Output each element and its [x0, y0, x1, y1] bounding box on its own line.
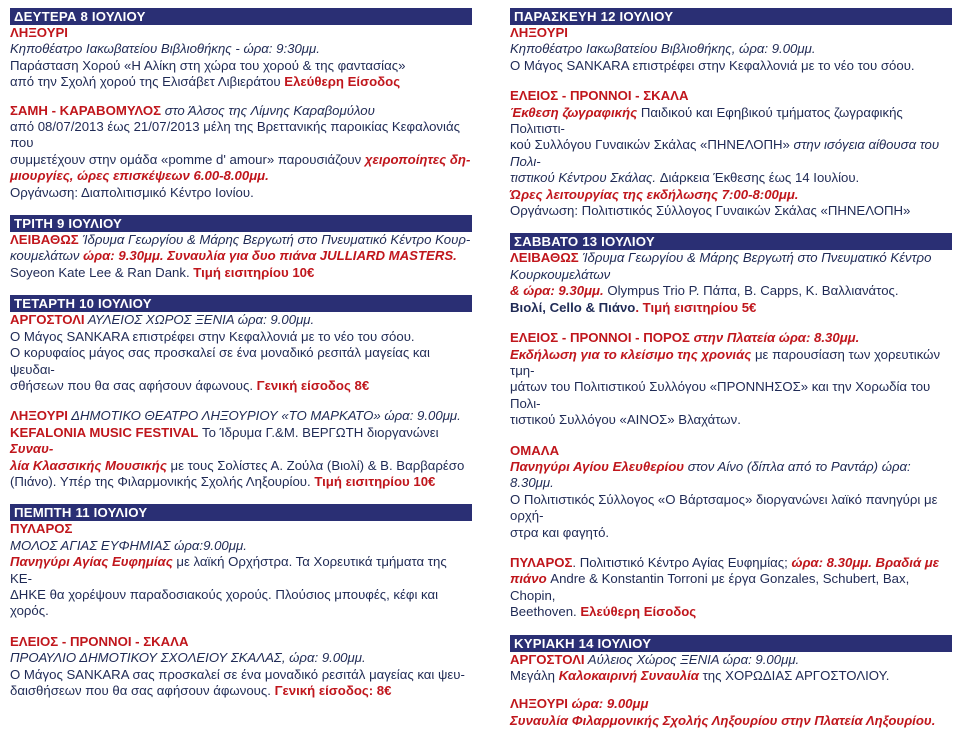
- event-highlight: Πανηγύρι Αγίου Ελευθερίου: [510, 458, 685, 474]
- event-sami: [10, 103, 472, 201]
- event-text: Παιδικού και Εφηβικού τμήματος ζωγραφικής Πολιτιστι-: [510, 104, 903, 137]
- event-text: σθήσεων που θα σας αφήσουν άφωνους.: [10, 377, 257, 393]
- day-header: ΣΑΒΒΑΤΟ 13 ΙΟΥΛΙΟΥ: [510, 233, 952, 250]
- event-venue: Ίδρυμα Γεωργίου & Μάρης Βεργωτή στο Πνευματικό Κέντρο Κουρκουμελάτων: [510, 250, 932, 282]
- event-thu-11: [10, 504, 472, 619]
- event-place: ΛΕΙΒΑΘΩΣ: [510, 250, 579, 266]
- event-organizer: Οργάνωση: Διαπολιτισμικό Κέντρο Ιονίου.: [10, 184, 254, 200]
- event-text: Ο κορυφαίος μάγος σας προσκαλεί σε ένα μοναδικό ρεσιτάλ μαγείας και ψευδαι-: [10, 345, 430, 377]
- event-highlight: KEFALONIA MUSIC FESTIVAL: [10, 424, 199, 440]
- event-text: Ο Πολιτιστικός Σύλλογος «Ο Βάρτσαμος» διοργανώνει λαϊκό πανηγύρι με ορχή-: [510, 491, 938, 524]
- event-text: (Πιάνο). Υπέρ της Φιλαρμονικής Σχολής Ληξουρίου.: [10, 473, 315, 489]
- event-sat-13: [510, 233, 952, 316]
- event-highlight: Εκδήλωση για το κλείσιμο της χρονιάς: [510, 346, 752, 362]
- event-place: ΛΗΞΟΥΡΙ: [10, 408, 68, 424]
- event-text: μάτων του Πολιτιστικού Συλλόγου «ΠΡΟΝΝΗΣΟΣ» και την Χορωδία του Πολι-: [510, 379, 931, 411]
- event-text: Ο Μάγος SANKARA επιστρέφει στην Κεφαλλονιά με το νέο του σόου.: [510, 57, 915, 73]
- event-text: ΔΗΚΕ θα χορέψουν παραδοσιακούς χορούς. Πλούσιος μπουφές, κέφι και χορός.: [10, 586, 439, 619]
- event-lixouri-festival: [10, 408, 472, 490]
- event-venue: στην Πλατεία ώρα: 8.30μμ.: [689, 330, 860, 346]
- event-venue: στο Άλσος της Λίμνης Καραβομύλου: [161, 102, 375, 118]
- event-place: ΕΛΕΙΟΣ - ΠΡΟΝΝΟΙ - ΠΟΡΟΣ: [510, 330, 690, 346]
- event-text: Beethoven.: [510, 604, 581, 620]
- event-text: Ο Μάγος SANKARA επιστρέφει στην Κεφαλλονιά με το νέο του σόου.: [10, 328, 415, 344]
- event-text: με λαϊκή Ορχήστρα. Τα Χορευτικά τμήματα της ΚΕ-: [10, 554, 447, 586]
- event-time: & ώρα: 9.30μμ.: [510, 283, 604, 299]
- event-venue: Κηποθέατρο Ιακωβατείου Βιβλιοθήκης - ώρα: 9:30μμ.: [10, 41, 320, 57]
- event-highlight: Συναυ-: [10, 441, 54, 457]
- event-text: Παράσταση Χορού «Η Αλίκη στη χώρα του χορού & της φαντασίας»: [10, 57, 406, 73]
- event-price: Γενική είσοδος: 8€: [274, 683, 392, 698]
- event-place: ΠΥΛΑΡΟΣ: [10, 521, 73, 537]
- event-highlight: Έκθεση ζωγραφικής: [510, 104, 638, 120]
- event-price: Τιμή εισιτηρίου 10€: [314, 473, 436, 489]
- event-price: Τιμή εισιτηρίου 10€: [193, 264, 315, 280]
- event-time: ώρα: 9.00μμ: [567, 696, 649, 712]
- day-header: ΠΕΜΠΤΗ 11 ΙΟΥΛΙΟΥ: [10, 504, 472, 521]
- event-organizer: Οργάνωση: Πολιτιστικός Σύλλογος Γυναικών Σκάλας «ΠΗΝΕΛΟΠΗ»: [510, 203, 911, 219]
- event-venue: ΜΟΛΟΣ ΑΓΙΑΣ ΕΥΦΗΜΙΑΣ ώρα:9.00μμ.: [10, 537, 247, 553]
- event-highlight: χειροποίητες δη-: [364, 151, 471, 167]
- event-place: ΑΡΓΟΣΤΟΛΙ: [510, 651, 585, 667]
- event-highlight: λία Κλασσικής Μουσικής: [10, 457, 167, 473]
- event-fri-12: [510, 8, 952, 74]
- event-price: Γενική είσοδος 8€: [256, 377, 370, 393]
- event-entry: Ελεύθερη Είσοδος: [580, 604, 697, 620]
- event-venue: ΠΡΟΑΥΛΙΟ ΔΗΜΟΤΙΚΟΥ ΣΧΟΛΕΙΟΥ ΣΚΑΛΑΣ, ώρα: 9.00μμ.: [10, 650, 366, 666]
- event-venue: τιστικού Κέντρου Σκάλας.: [510, 170, 660, 186]
- event-highlight: ώρα: 9.30μμ. Συναυλία για δυο πιάνα JULLIARD MASTERS.: [83, 248, 457, 264]
- event-pylaros: [510, 555, 952, 621]
- event-lixouri-band: [510, 696, 952, 729]
- event-poros: [510, 330, 952, 428]
- event-highlight: Καλοκαιρινή Συναυλία: [558, 668, 699, 683]
- event-venue: Αύλειος Χώρος ΞΕΝΙΑ ώρα: 9.00μμ.: [584, 651, 800, 667]
- event-highlight: ώρα: 8.30μμ. Βραδιά με: [791, 554, 940, 570]
- event-omala: [510, 443, 952, 541]
- event-hours: Ώρες λειτουργίας της εκδήλωσης 7:00-8:00μμ.: [510, 186, 799, 202]
- event-wed-10: [10, 295, 472, 394]
- event-text: Το Ίδρυμα Γ.&Μ. ΒΕΡΓΩΤΗ διοργανώνει: [198, 424, 439, 440]
- day-header: ΠΑΡΑΣΚΕΥΗ 12 ΙΟΥΛΙΟΥ: [510, 8, 952, 25]
- event-text: Διάρκεια Έκθεσης έως 14 Ιουλίου.: [659, 170, 860, 186]
- event-place: ΟΜΑΛΑ: [510, 442, 560, 458]
- right-column: [510, 8, 952, 743]
- event-text: Andre & Konstantin Torroni με έργα Gonzales, Schubert, Bax, Chopin,: [510, 571, 910, 603]
- event-text: με τους Σολίστες Α. Ζούλα (Βιολί) & Β. Βαρβαρέσο: [166, 457, 465, 473]
- event-text: της ΧΟΡΩΔΙΑΣ ΑΡΓΟΣΤΟΛΙΟΥ.: [698, 668, 890, 683]
- day-header: ΤΡΙΤΗ 9 ΙΟΥΛΙΟΥ: [10, 215, 472, 232]
- event-skala: [10, 634, 472, 700]
- day-header: ΔΕΥΤΕΡΑ 8 ΙΟΥΛΙΟΥ: [10, 8, 472, 25]
- event-instruments: Βιολί, Cello & Πιάνο: [510, 299, 636, 315]
- event-text: στρα και φαγητό.: [510, 524, 610, 540]
- event-highlight: Συναυλία Φιλαρμονικής Σχολής Ληξουρίου στην Πλατεία Ληξουρίου.: [510, 712, 936, 728]
- event-venue: . Πολιτιστικό Κέντρο Αγίας Ευφημίας;: [572, 554, 792, 570]
- event-text: Ο Μάγος SANKARA σας προσκαλεί σε ένα μοναδικό ρεσιτάλ μαγείας και ψευ-: [10, 666, 465, 682]
- event-exhibition: [510, 88, 952, 219]
- event-place: ΠΥΛΑΡΟΣ: [510, 554, 573, 570]
- event-text: από 08/07/2013 έως 21/07/2013 μέλη της Βρεττανικής παροικίας Κεφαλονιάς που: [10, 119, 460, 151]
- event-place: ΛΕΙΒΑΘΩΣ: [10, 232, 79, 248]
- event-text: Μεγάλη: [510, 668, 559, 683]
- event-venue: κουμελάτων: [10, 248, 84, 264]
- left-column: [10, 8, 472, 713]
- event-tue-9: [10, 215, 472, 281]
- event-highlight: μιουργίες, ώρες επισκέψεων 6.00-8.00μμ.: [10, 168, 269, 184]
- event-price: . Τιμή εισιτηρίου 5€: [635, 299, 757, 315]
- event-mon-8: [10, 8, 472, 91]
- event-entry: Ελεύθερη Είσοδος: [284, 74, 401, 90]
- event-venue: Κηποθέατρο Ιακωβατείου Βιβλιοθήκης, ώρα: 9.00μμ.: [510, 41, 816, 57]
- event-text: κού Συλλόγου Γυναικών Σκάλας «ΠΗΝΕΛΟΠΗ»: [510, 137, 794, 153]
- day-header: ΤΕΤΑΡΤΗ 10 ΙΟΥΛΙΟΥ: [10, 295, 472, 312]
- event-text: Soyeon Kate Lee & Ran Dank.: [10, 264, 194, 280]
- event-text: Olympus Trio P. Πάπα, B. Capps, K. Βαλλιανάτος.: [603, 283, 899, 299]
- event-place: ΛΗΞΟΥΡΙ: [510, 696, 568, 712]
- event-place: ΕΛΕΙΟΣ - ΠΡΟΝΝΟΙ - ΣΚΑΛΑ: [510, 88, 689, 104]
- event-place: ΛΗΞΟΥΡΙ: [10, 25, 68, 40]
- day-header: ΚΥΡΙΑΚΗ 14 ΙΟΥΛΙΟΥ: [510, 635, 952, 652]
- event-highlight: πιάνο: [510, 571, 547, 587]
- event-place: ΣΑΜΗ - ΚΑΡΑΒΟΜΥΛΟΣ: [10, 102, 162, 118]
- event-venue: ΑΥΛΕΙΟΣ ΧΩΡΟΣ ΞΕΝΙΑ ώρα: 9.00μμ.: [84, 312, 315, 328]
- event-place: ΕΛΕΙΟΣ - ΠΡΟΝΝΟΙ - ΣΚΑΛΑ: [10, 633, 189, 649]
- event-venue: στον Αίνο (δίπλα από το Ραντάρ) ώρα: 8.30μμ.: [510, 458, 911, 491]
- event-place: ΛΗΞΟΥΡΙ: [510, 25, 568, 40]
- event-text: με παρουσίαση των χορευτικών τμη-: [510, 346, 941, 378]
- event-text: δαισθήσεων που θα σας αφήσουν άφωνους.: [10, 683, 275, 698]
- event-text: τιστικού Συλλόγου «ΑΙΝΟΣ» Βλαχάτων.: [510, 412, 741, 428]
- event-highlight: Πανηγύρι Αγίας Ευφημίας: [10, 554, 173, 570]
- event-text: από την Σχολή χορού της Ελισάβετ Λιβιεράτου: [10, 74, 285, 90]
- event-venue: Ίδρυμα Γεωργίου & Μάρης Βεργωτή στο Πνευματικό Κέντρο Κουρ-: [78, 232, 471, 248]
- event-sun-14: [510, 635, 952, 685]
- event-venue: ΔΗΜΟΤΙΚΟ ΘΕΑΤΡΟ ΛΗΞΟΥΡΙΟΥ «ΤΟ ΜΑΡΚΑΤΟ» ώρα: 9.00μμ.: [67, 408, 461, 424]
- event-text: συμμετέχουν στην ομάδα «pomme d' amour» παρουσιάζουν: [10, 151, 365, 167]
- event-venue: στην ισόγεια αίθουσα του Πολι-: [510, 137, 940, 169]
- event-place: ΑΡΓΟΣΤΟΛΙ: [10, 312, 85, 328]
